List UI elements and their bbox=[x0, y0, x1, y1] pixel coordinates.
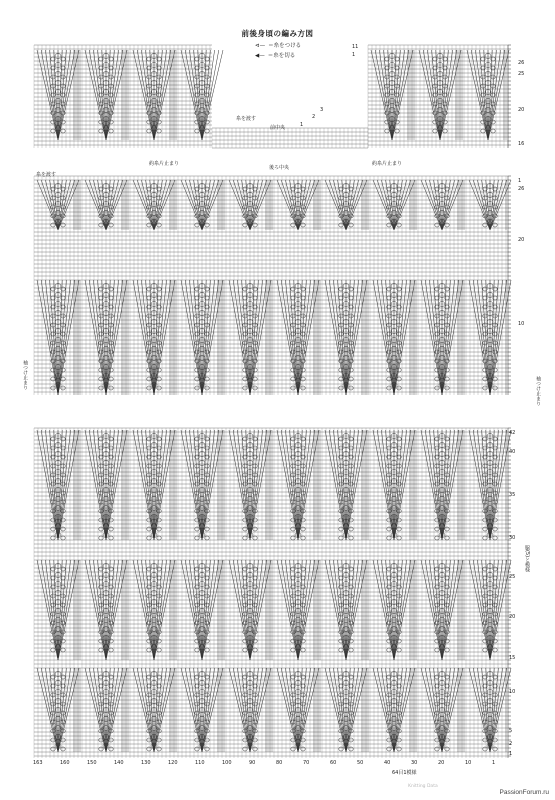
middle-row-10: 10 bbox=[518, 321, 525, 327]
sleeve-stop-vertical-label: 袖つけ止まり bbox=[22, 360, 28, 390]
sleeve-stop-right-vertical-label: 袖つけ止まり bbox=[535, 376, 541, 406]
neck-row-2: 2 bbox=[312, 114, 316, 120]
legend-attach: ⊲— ＝糸をつける bbox=[255, 43, 302, 49]
row-scale-2 bbox=[508, 428, 511, 758]
stitch-number: 1 bbox=[492, 760, 496, 766]
bottom-row-40: 40 bbox=[509, 449, 516, 455]
neck-row-1: 1 bbox=[300, 122, 304, 128]
stitch-number: 150 bbox=[87, 760, 97, 766]
faint-credit: Knitting Data bbox=[408, 784, 438, 789]
bottom-row-25: 25 bbox=[509, 574, 516, 580]
legend bbox=[255, 41, 301, 61]
attach-arrow-icon: ⊲— bbox=[255, 43, 266, 49]
stitch-number: 110 bbox=[195, 760, 205, 766]
row-scale-1 bbox=[508, 176, 511, 395]
front-center-label: 前中央 bbox=[270, 125, 286, 131]
bottom-grid bbox=[34, 428, 508, 758]
stitch-number: 60 bbox=[330, 760, 337, 766]
row-scale-0 bbox=[508, 45, 511, 148]
stitch-number: 163 bbox=[33, 760, 43, 766]
bottom-row-2: 2 bbox=[509, 741, 513, 747]
cut-arrow-icon: ◀— bbox=[255, 53, 265, 59]
bottom-row-35: 35 bbox=[509, 492, 516, 498]
middle-pass-yarn-label: 糸を渡す bbox=[36, 172, 57, 178]
middle-row-1: 1 bbox=[518, 178, 522, 184]
bottom-row-42: 42 bbox=[509, 430, 516, 436]
bottom-row-30: 30 bbox=[509, 535, 516, 541]
stitch-number: 50 bbox=[357, 760, 364, 766]
back-center-label: 後ろ中央 bbox=[269, 165, 290, 171]
top-right-row-25: 25 bbox=[518, 71, 525, 77]
stitch-number: 70 bbox=[303, 760, 310, 766]
stitch-number: 130 bbox=[141, 760, 151, 766]
legend-cut: ◀— ＝糸を切る bbox=[255, 53, 296, 59]
bottom-row-15: 15 bbox=[509, 655, 516, 661]
side-pattern-vertical-label: 脇(5)と模様 bbox=[524, 545, 530, 573]
top-row-label-1: 1 bbox=[352, 52, 356, 58]
bottom-row-1: 1 bbox=[509, 751, 513, 757]
stitch-number: 20 bbox=[438, 760, 445, 766]
stitch-number: 160 bbox=[60, 760, 70, 766]
top-right-row-20: 20 bbox=[518, 107, 525, 113]
bottom-row-5: 5 bbox=[509, 728, 513, 734]
stop-label-1: 約糸片止まり bbox=[149, 161, 180, 167]
neck-band-grid bbox=[212, 128, 368, 148]
stitch-number: 10 bbox=[465, 760, 472, 766]
bottom-row-10: 10 bbox=[509, 689, 516, 695]
stitch-number: 80 bbox=[276, 760, 283, 766]
bottom-row-20: 20 bbox=[509, 614, 516, 620]
stitch-number: 120 bbox=[168, 760, 178, 766]
stitch-number: 30 bbox=[411, 760, 418, 766]
stitch-number: 100 bbox=[222, 760, 232, 766]
stitch-number: 90 bbox=[249, 760, 256, 766]
watermark-text: PassionForum.ru bbox=[499, 789, 549, 796]
middle-row-20: 20 bbox=[518, 237, 525, 243]
top-right-row-16: 16 bbox=[518, 141, 525, 147]
pass-yarn-neck-label: 糸を渡す bbox=[236, 116, 257, 122]
top-right-fans bbox=[371, 50, 509, 140]
page-title: 前後身頃の編み方図 bbox=[241, 29, 314, 38]
neck-row-3: 3 bbox=[320, 107, 324, 113]
top-left-grid bbox=[34, 45, 212, 148]
repeat-caption: 64目1模様 bbox=[392, 770, 417, 776]
stitch-number: 40 bbox=[384, 760, 391, 766]
stitch-number: 140 bbox=[114, 760, 124, 766]
top-row-label-11: 11 bbox=[352, 44, 359, 50]
top-right-row-26: 26 bbox=[518, 60, 525, 66]
stop-label-2: 約糸片止まり bbox=[372, 161, 403, 167]
middle-row-26: 26 bbox=[518, 186, 525, 192]
